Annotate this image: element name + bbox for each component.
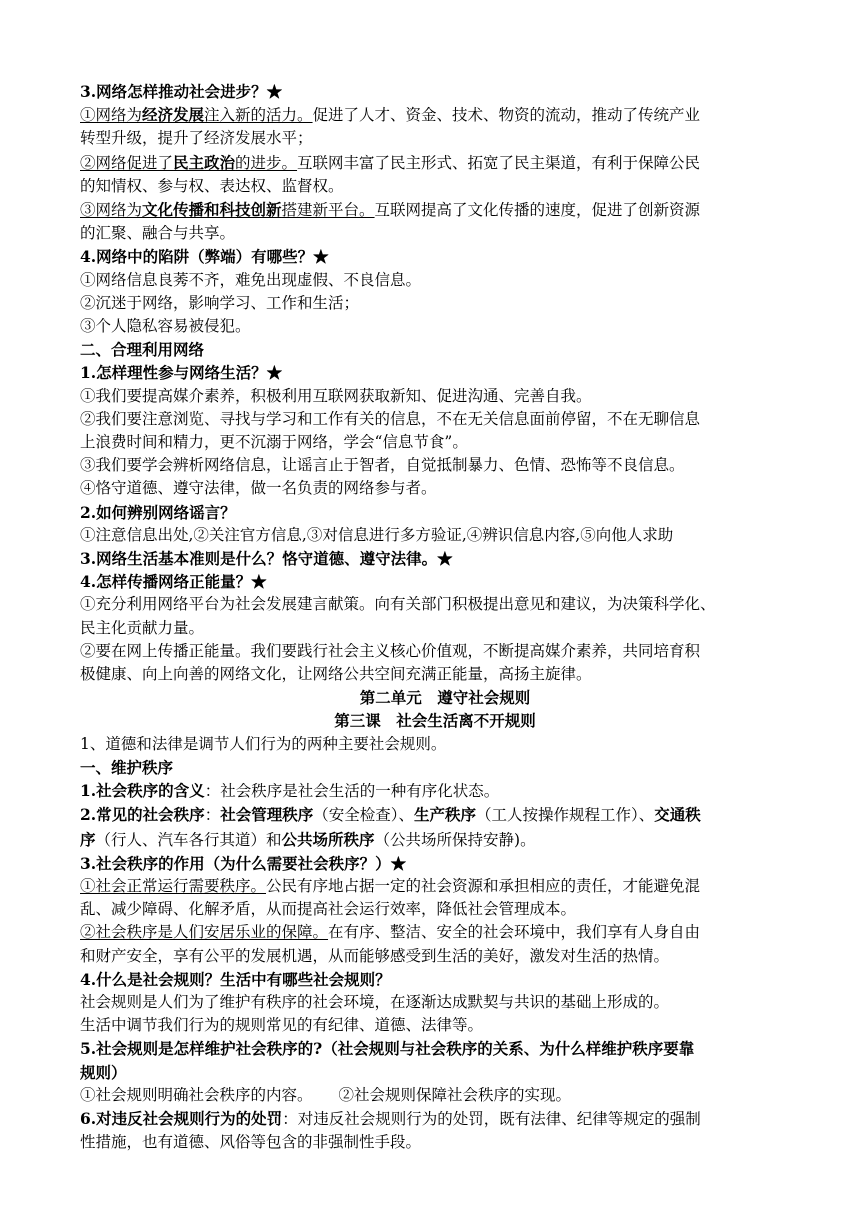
answer-line: ①我们要提高媒介素养，积极利用互联网获取新知、促进沟通、完善自我。 <box>80 386 592 405</box>
answer-line: ①网络信息良莠不齐，难免出现虚假、不良信息。 <box>80 270 422 289</box>
question-heading: 4.什么是社会规则？生活中有哪些社会规则？ <box>80 969 391 989</box>
definition-line: 序（行人、汽车各行其道）和公共场所秩序（公共场所保持安静)。 <box>80 829 536 849</box>
answer-line: 的汇聚、融合与共享。 <box>80 224 236 243</box>
answer-line: ④恪守道德、遵守法律，做一名负责的网络参与者。 <box>80 479 437 498</box>
lesson-title: 第三课 社会生活离不开规则 <box>334 711 536 731</box>
answer-line: 社会规则是人们为了维护有秩序的社会环境，在逐渐达成默契与共识的基础上形成的。 <box>80 992 670 1011</box>
answer-line: ③个人隐私容易被侵犯。 <box>80 317 251 336</box>
answer-line: ②社会秩序是人们安居乐业的保障。在有序、整洁、安全的社会环境中，我们享有人身自由 <box>80 923 701 942</box>
section-heading: 一、维护秩序 <box>80 757 174 777</box>
question-heading: 4.网络中的陷阱（弊端）有哪些？★ <box>80 247 329 267</box>
answer-line: 民主化贡献力量。 <box>80 618 205 637</box>
answer-line: ③网络为文化传播和科技创新搭建新平台。互联网提高了文化传播的速度，促进了创新资源 <box>80 200 701 220</box>
question-heading: 3.社会秩序的作用（为什么需要社会秩序？）★ <box>80 853 407 873</box>
intro-line: 1、道德和法律是调节人们行为的两种主要社会规则。 <box>80 734 447 753</box>
definition-line: 1.社会秩序的含义：社会秩序是社会生活的一种有序化状态。 <box>80 781 500 801</box>
definition-line: 2.常见的社会秩序：社会管理秩序（安全检查）、生产秩序（工人按操作规程工作）、交通秩 <box>80 805 701 825</box>
answer-line: ②网络促进了民主政治的进步。互联网丰富了民主形式、拓宽了民主渠道，有利于保障公民 <box>80 152 701 172</box>
answer-line: 极健康、向上向善的网络文化，让网络公共空间充满正能量，高扬主旋律。 <box>80 665 592 684</box>
answer-line: ②沉迷于网络，影响学习、工作和生活； <box>80 293 360 312</box>
answer-line: ②要在网上传播正能量。我们要践行社会主义核心价值观，不断提高媒介素养，共同培育积 <box>80 641 701 660</box>
question-heading: 1.怎样理性参与网络生活？★ <box>80 363 283 383</box>
answer-line: 性措施，也有道德、风俗等包含的非强制性手段。 <box>80 1133 422 1152</box>
question-heading: 3.网络怎样推动社会进步？★ <box>80 82 283 101</box>
answer-line: 生活中调节我们行为的规则常见的有纪律、道德、法律等。 <box>80 1016 484 1035</box>
section-heading: 二、合理利用网络 <box>80 340 205 360</box>
question-heading: 5.社会规则是怎样维护社会秩序的?（社会规则与社会秩序的关系、为什么样维护秩序要靠 <box>80 1039 695 1059</box>
question-heading: 4.怎样传播网络正能量？★ <box>80 572 267 592</box>
answer-line: ①网络为经济发展注入新的活力。促进了人才、资金、技术、物资的流动，推动了传统产业 <box>80 105 701 125</box>
answer-line: 乱、减少障碍、化解矛盾，从而提高社会运行效率，降低社会管理成本。 <box>80 900 577 919</box>
answer-line: ②我们要注意浏览、寻找与学习和工作有关的信息，不在无关信息面前停留，不在无聊信息 <box>80 409 701 428</box>
answer-line: 上浪费时间和精力，更不沉溺于网络，学会“信息节食”。 <box>80 433 468 452</box>
answer-line: 转型升级，提升了经济发展水平； <box>80 129 313 148</box>
definition-line: 6.对违反社会规则行为的处罚：对违反社会规则行为的处罚，既有法律、纪律等规定的强制 <box>80 1108 701 1128</box>
answer-line: 的知情权、参与权、表达权、监督权。 <box>80 176 344 195</box>
question-heading: 2.如何辨别网络谣言？ <box>80 502 236 522</box>
unit-title: 第二单元 遵守社会规则 <box>359 688 531 708</box>
question-heading: 规则） <box>80 1062 127 1082</box>
answer-line: ①社会规则明确社会秩序的内容。 ②社会规则保障社会秩序的实现。 <box>80 1085 572 1104</box>
answer-line: ①注意信息出处,②关注官方信息,③对信息进行多方验证,④辨识信息内容,⑤向他人求助 <box>80 525 674 544</box>
answer-line: ①充分利用网络平台为社会发展建言献策。向有关部门积极提出意见和建议，为决策科学化、 <box>80 595 716 614</box>
answer-line: ①社会正常运行需要秩序。公民有序地占据一定的社会资源和承担相应的责任，才能避免混 <box>80 876 701 895</box>
answer-line: 和财产安全，享有公平的发展机遇，从而能够感受到生活的美好，激发对生活的热情。 <box>80 946 670 965</box>
answer-line: ③我们要学会辨析网络信息，让谣言止于智者，自觉抵制暴力、色情、恐怖等不良信息。 <box>80 456 685 475</box>
question-heading: 3.网络生活基本准则是什么？恪守道德、遵守法律。★ <box>80 549 453 569</box>
